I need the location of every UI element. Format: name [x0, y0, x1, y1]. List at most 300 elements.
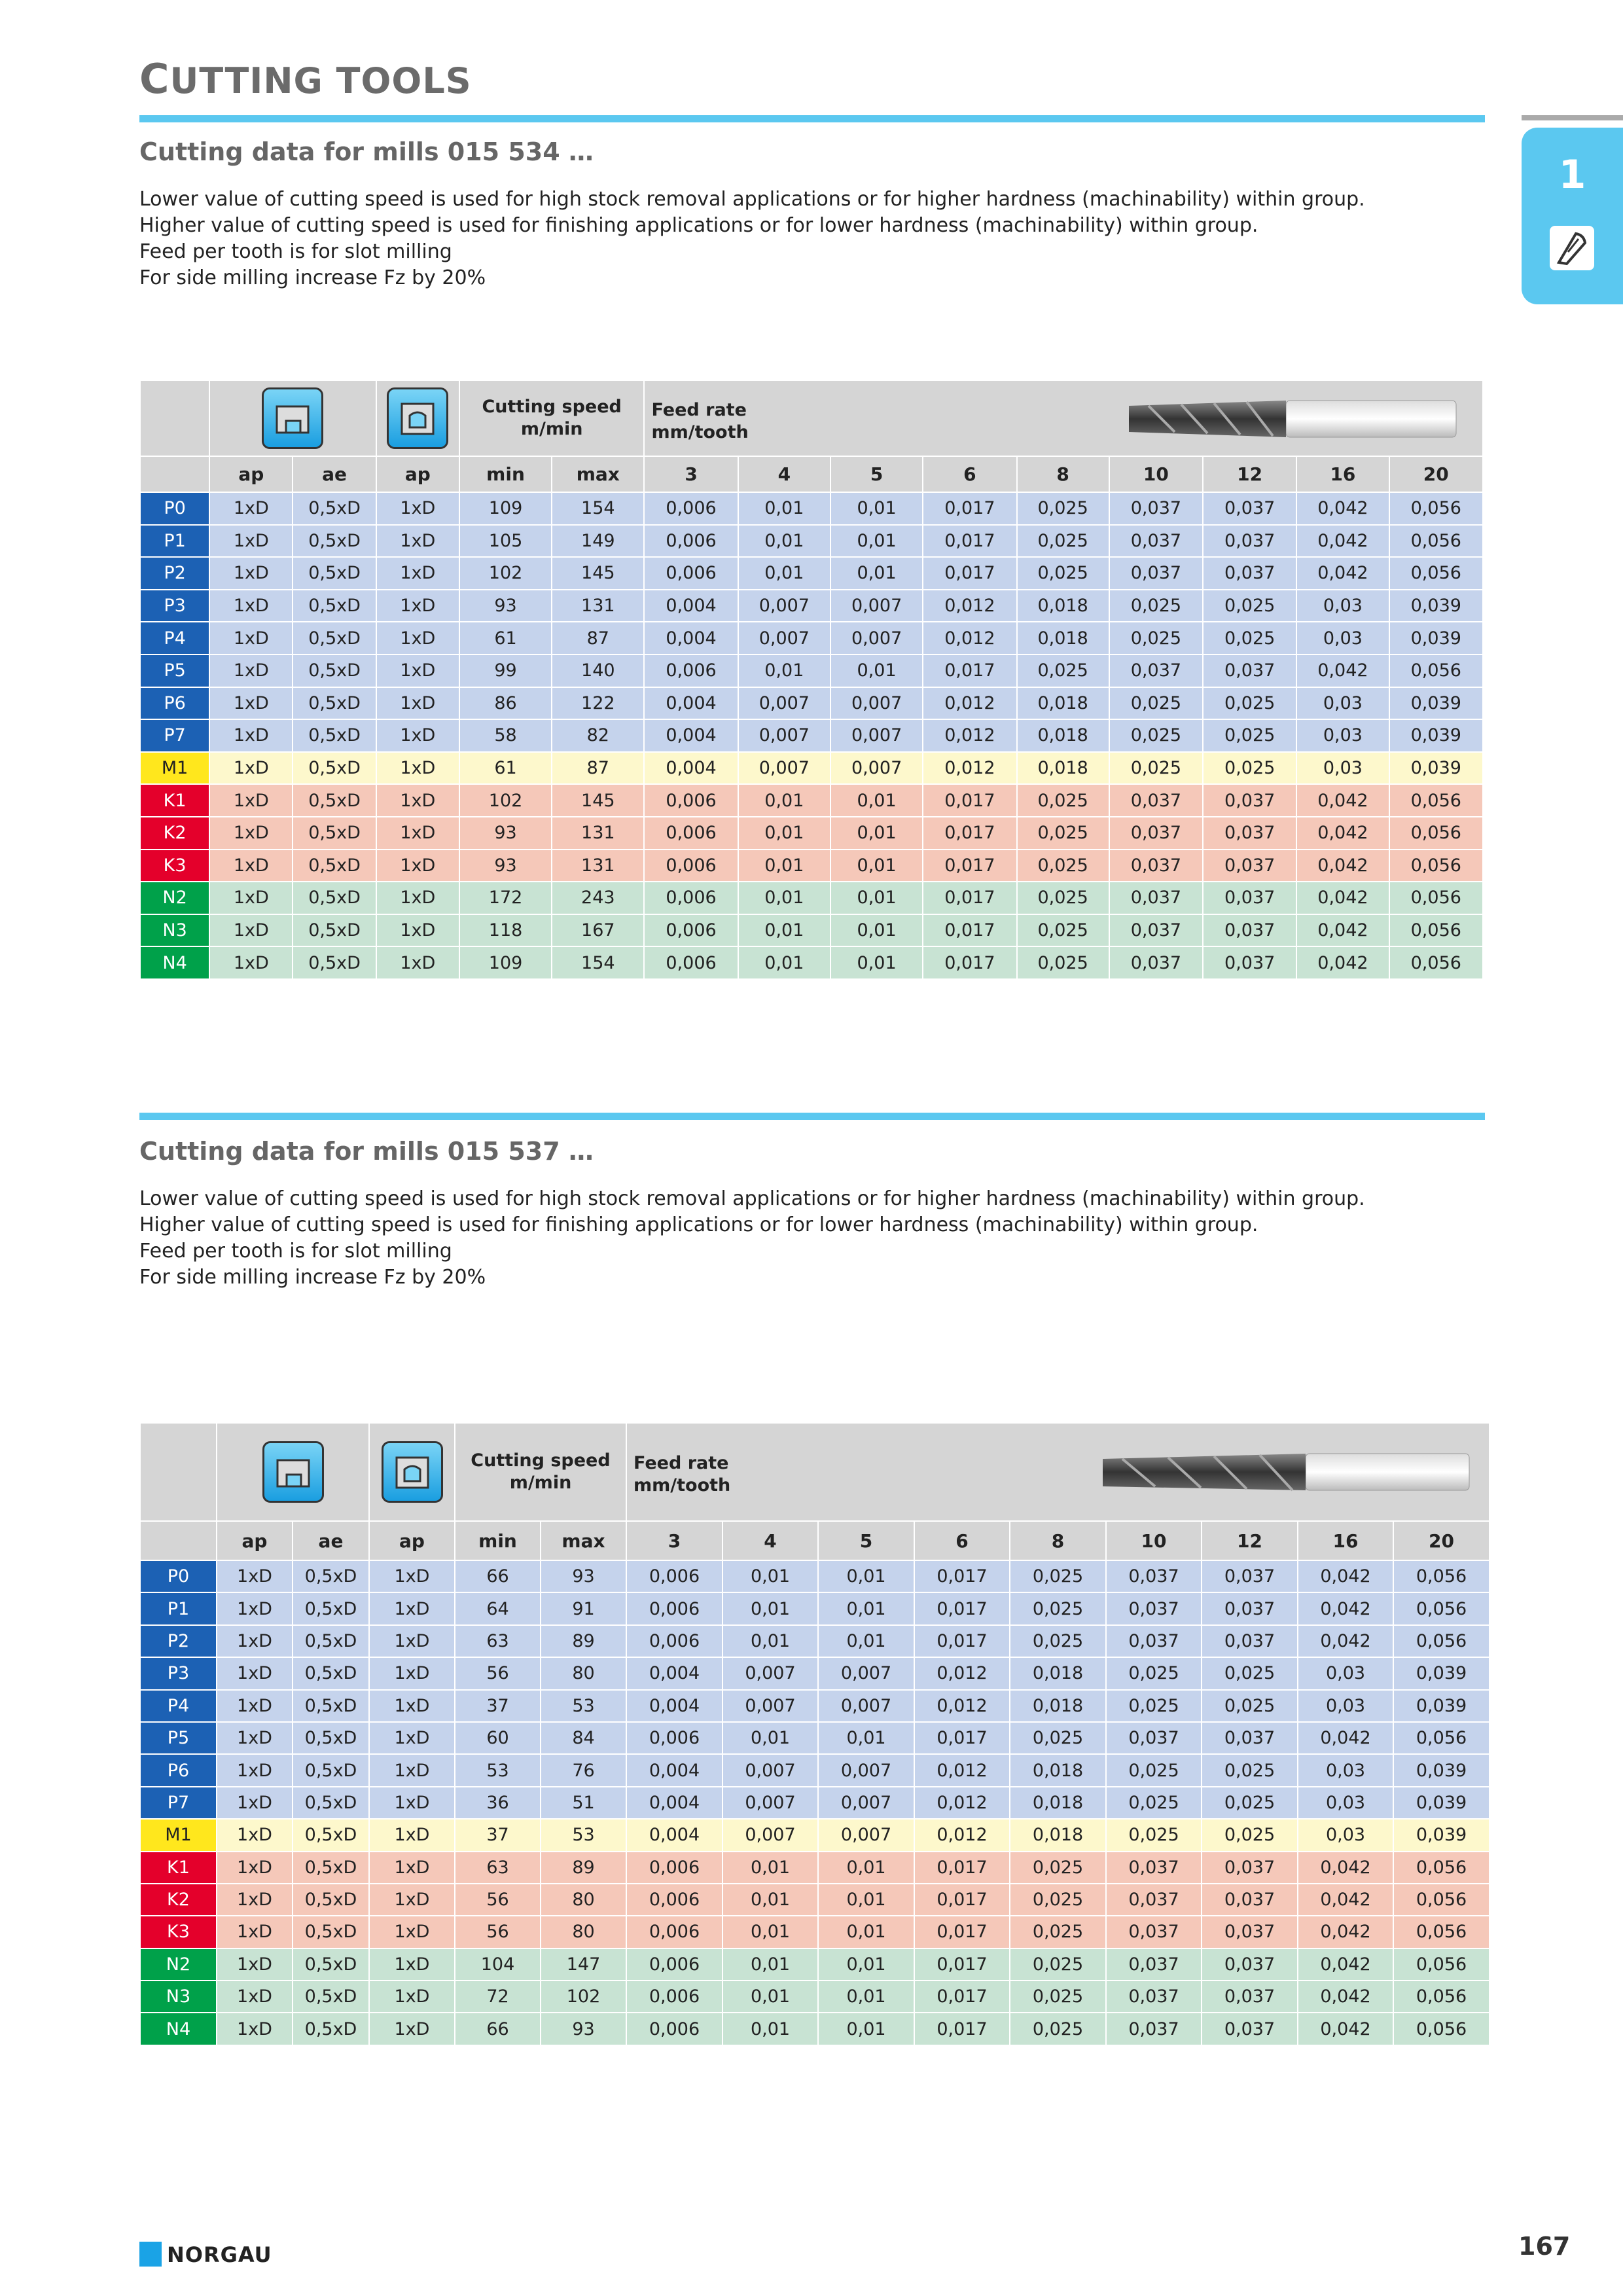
material-group-label: M1: [140, 752, 209, 785]
table-cell: 0,01: [818, 1948, 914, 1981]
slot-milling-icon-cell: [217, 1423, 369, 1521]
table-row: [140, 492, 1483, 525]
table-cell: 0,006: [626, 1592, 722, 1624]
table-cell: 0,01: [818, 1722, 914, 1754]
table-row: [140, 1852, 1489, 1884]
table-cell: 1xD: [209, 719, 293, 752]
table-cell: 0,018: [1010, 1657, 1106, 1689]
material-group-label: P7: [140, 719, 209, 752]
table-cell: 0,004: [626, 1754, 722, 1786]
table-cell: 0,056: [1393, 1916, 1489, 1948]
table-cell: 1xD: [369, 1722, 455, 1754]
feed-rate-label: Feed rate mm/tooth: [633, 1453, 731, 1496]
table-cell: 0,042: [1298, 1592, 1393, 1624]
table-cell: 0,037: [1106, 2013, 1202, 2045]
table-cell: 0,025: [1010, 1884, 1106, 1916]
table-cell: 0,037: [1109, 492, 1203, 525]
table-cell: 0,017: [914, 1884, 1010, 1916]
table-cell: 0,01: [738, 946, 830, 979]
table-cell: 0,037: [1109, 817, 1203, 850]
table-cell: 0,007: [722, 1754, 818, 1786]
chapter-number: 1: [1558, 152, 1586, 198]
table-cell: 1xD: [217, 2013, 293, 2045]
table-row: [140, 784, 1483, 817]
table-cell: 0,007: [722, 1657, 818, 1689]
table-cell: 0,025: [1203, 622, 1296, 655]
table-cell: 87: [552, 752, 644, 785]
table-cell: 0,006: [626, 1916, 722, 1948]
table-cell: 0,5xD: [293, 655, 376, 687]
column-header: max: [541, 1521, 626, 1560]
table-cell: 93: [541, 2013, 626, 2045]
table-cell: 1xD: [217, 1852, 293, 1884]
table-cell: 0,037: [1203, 492, 1296, 525]
table-cell: 0,5xD: [293, 1592, 369, 1624]
table-cell: 0,5xD: [293, 557, 376, 590]
table-cell: 0,01: [818, 1560, 914, 1592]
table-cell: 0,01: [830, 882, 923, 914]
table-cell: 1xD: [209, 687, 293, 720]
section-2-title: Cutting data for mills 015 537 …: [139, 1137, 594, 1166]
material-group-label: K1: [140, 1852, 217, 1884]
table-cell: 1xD: [217, 1592, 293, 1624]
table-cell: 0,01: [818, 1852, 914, 1884]
table-row: [140, 1592, 1489, 1624]
table-row: [140, 752, 1483, 785]
material-group-label: P3: [140, 1657, 217, 1689]
column-header: min: [459, 456, 552, 492]
table-cell: 0,01: [738, 525, 830, 558]
table-cell: 0,018: [1010, 1754, 1106, 1786]
table-cell: 0,006: [626, 1948, 722, 1981]
table-cell: 63: [455, 1852, 541, 1884]
table-row: [140, 557, 1483, 590]
table-cell: 0,01: [738, 914, 830, 947]
page-title: CUTTING TOOLS: [139, 55, 472, 103]
cutting-speed-header: Cutting speed m/min: [459, 380, 645, 456]
chapter-tab-line: [1522, 115, 1623, 120]
table-cell: 0,01: [830, 946, 923, 979]
table-cell: 0,004: [644, 687, 738, 720]
table-row: [140, 882, 1483, 914]
table-cell: 0,025: [1106, 1657, 1202, 1689]
table-cell: 0,017: [914, 1916, 1010, 1948]
table-cell: 86: [459, 687, 552, 720]
table-cell: 0,017: [914, 1625, 1010, 1657]
table-cell: 0,03: [1298, 1787, 1393, 1819]
table-row: [140, 1657, 1489, 1689]
table-cell: 0,056: [1389, 492, 1483, 525]
table-cell: 0,006: [626, 1884, 722, 1916]
table-cell: 0,042: [1298, 1560, 1393, 1592]
table-cell: 0,037: [1109, 850, 1203, 882]
table-cell: 0,042: [1298, 2013, 1393, 2045]
table-cell: 0,056: [1393, 1560, 1489, 1592]
table-cell: 0,025: [1106, 1690, 1202, 1722]
table-row: [140, 719, 1483, 752]
table-cell: 0,5xD: [293, 1754, 369, 1786]
table-cell: 1xD: [209, 590, 293, 622]
table-cell: 0,004: [626, 1819, 722, 1851]
table-cell: 0,006: [644, 850, 738, 882]
column-header: 5: [830, 456, 923, 492]
table-cell: 0,025: [1010, 1722, 1106, 1754]
material-group-label: K1: [140, 784, 209, 817]
table-cell: 1xD: [376, 914, 459, 947]
table-cell: 0,01: [722, 1560, 818, 1592]
table-cell: 0,012: [923, 752, 1016, 785]
table-cell: 0,01: [722, 1916, 818, 1948]
section-1-title: Cutting data for mills 015 534 …: [139, 137, 594, 166]
table-cell: 0,018: [1017, 752, 1109, 785]
table-cell: 0,056: [1389, 850, 1483, 882]
table-cell: 1xD: [376, 946, 459, 979]
table-cell: 56: [455, 1884, 541, 1916]
table-cell: 0,5xD: [293, 687, 376, 720]
table-cell: 0,006: [644, 914, 738, 947]
table-cell: 0,025: [1010, 1852, 1106, 1884]
table-cell: 37: [455, 1819, 541, 1851]
table-cell: 0,025: [1017, 492, 1109, 525]
table-cell: 80: [541, 1916, 626, 1948]
table-cell: 0,5xD: [293, 817, 376, 850]
table-cell: 0,025: [1202, 1754, 1298, 1786]
table-cell: 0,056: [1389, 946, 1483, 979]
table-cell: 0,025: [1017, 655, 1109, 687]
material-group-label: P5: [140, 1722, 217, 1754]
table-cell: 0,012: [914, 1754, 1010, 1786]
table-cell: 1xD: [376, 557, 459, 590]
table-cell: 0,017: [923, 914, 1016, 947]
material-group-label: P6: [140, 687, 209, 720]
table-cell: 0,056: [1393, 1981, 1489, 2013]
table-cell: 0,5xD: [293, 1722, 369, 1754]
side-milling-icon-cell: [369, 1423, 455, 1521]
column-header: 16: [1298, 1521, 1393, 1560]
table-cell: 1xD: [369, 1981, 455, 2013]
table-row: [140, 850, 1483, 882]
table-cell: 0,025: [1203, 687, 1296, 720]
table-cell: 1xD: [217, 1625, 293, 1657]
table-cell: 1xD: [209, 752, 293, 785]
table-cell: 0,01: [818, 1916, 914, 1948]
table-cell: 58: [459, 719, 552, 752]
table-cell: 0,025: [1010, 1592, 1106, 1624]
table-cell: 0,01: [830, 557, 923, 590]
table-cell: 0,017: [923, 946, 1016, 979]
table-cell: 87: [552, 622, 644, 655]
table-cell: 53: [455, 1754, 541, 1786]
table-cell: 0,056: [1389, 914, 1483, 947]
column-header: 20: [1393, 1521, 1489, 1560]
table-cell: 1xD: [376, 525, 459, 558]
column-header: 8: [1010, 1521, 1106, 1560]
table-cell: 0,025: [1202, 1787, 1298, 1819]
table-cell: 0,056: [1393, 1852, 1489, 1884]
table-row: [140, 687, 1483, 720]
table-cell: 0,056: [1393, 1722, 1489, 1754]
table-cell: 1xD: [376, 850, 459, 882]
end-mill-image: [1122, 393, 1463, 445]
table-cell: 89: [541, 1852, 626, 1884]
table-cell: 0,01: [738, 557, 830, 590]
table-cell: 0,01: [738, 817, 830, 850]
column-header: 3: [626, 1521, 722, 1560]
table-cell: 0,012: [923, 687, 1016, 720]
material-group-label: K3: [140, 850, 209, 882]
table-cell: 0,017: [923, 850, 1016, 882]
slot-milling-icon-cell: [209, 380, 376, 456]
table-cell: 0,004: [626, 1657, 722, 1689]
table-cell: 1xD: [217, 1754, 293, 1786]
table-cell: 1xD: [369, 1819, 455, 1851]
table-cell: 0,01: [722, 1592, 818, 1624]
table-cell: 0,025: [1106, 1754, 1202, 1786]
table-cell: 53: [541, 1690, 626, 1722]
column-header-blank: [140, 456, 209, 492]
material-group-label: N2: [140, 1948, 217, 1981]
table-cell: 1xD: [217, 1948, 293, 1981]
table-cell: 0,017: [914, 1560, 1010, 1592]
table-cell: 0,03: [1296, 622, 1389, 655]
table-cell: 1xD: [376, 817, 459, 850]
table-cell: 66: [455, 2013, 541, 2045]
column-header: max: [552, 456, 644, 492]
table-cell: 1xD: [217, 1981, 293, 2013]
table-cell: 0,012: [923, 622, 1016, 655]
table-cell: 0,03: [1298, 1657, 1393, 1689]
table-cell: 0,007: [830, 622, 923, 655]
table-cell: 0,042: [1296, 817, 1389, 850]
table-row: [140, 914, 1483, 947]
table-cell: 0,01: [722, 1722, 818, 1754]
table-row: [140, 946, 1483, 979]
column-header: min: [455, 1521, 541, 1560]
table-cell: 0,037: [1106, 1625, 1202, 1657]
column-header: ap: [376, 456, 459, 492]
table-cell: 0,004: [644, 622, 738, 655]
table-cell: 0,037: [1202, 1852, 1298, 1884]
table-cell: 1xD: [209, 525, 293, 558]
table-cell: 0,006: [626, 1981, 722, 2013]
table-cell: 0,018: [1010, 1690, 1106, 1722]
table-cell: 0,01: [722, 1884, 818, 1916]
table-cell: 1xD: [369, 1690, 455, 1722]
table-cell: 0,01: [818, 2013, 914, 2045]
table-cell: 0,5xD: [293, 1787, 369, 1819]
table-cell: 0,025: [1017, 525, 1109, 558]
table-cell: 0,056: [1389, 784, 1483, 817]
table-cell: 1xD: [209, 784, 293, 817]
table-cell: 0,025: [1010, 1948, 1106, 1981]
table-cell: 0,039: [1393, 1787, 1489, 1819]
table-cell: 0,037: [1203, 850, 1296, 882]
table-cell: 102: [459, 557, 552, 590]
table-cell: 0,037: [1106, 1916, 1202, 1948]
material-group-label: P2: [140, 1625, 217, 1657]
table-cell: 140: [552, 655, 644, 687]
table-cell: 0,03: [1296, 719, 1389, 752]
table-cell: 147: [541, 1948, 626, 1981]
table-cell: 1xD: [369, 1625, 455, 1657]
table-cell: 0,017: [923, 882, 1016, 914]
column-header: ap: [217, 1521, 293, 1560]
table-cell: 0,056: [1389, 882, 1483, 914]
column-header: ae: [293, 456, 376, 492]
table-cell: 0,037: [1109, 525, 1203, 558]
column-header: 10: [1106, 1521, 1202, 1560]
table-cell: 0,01: [722, 1948, 818, 1981]
table-cell: 0,037: [1203, 946, 1296, 979]
material-group-label: N4: [140, 946, 209, 979]
table-cell: 1xD: [217, 1884, 293, 1916]
table-cell: 0,037: [1203, 557, 1296, 590]
material-group-label: P7: [140, 1787, 217, 1819]
table-cell: 0,018: [1017, 687, 1109, 720]
cutting-data-table-015-534: [139, 380, 1484, 980]
table-cell: 0,025: [1017, 850, 1109, 882]
table-cell: 0,025: [1017, 914, 1109, 947]
feed-rate-header: [626, 1423, 1489, 1521]
table-row: [140, 655, 1483, 687]
table-cell: 0,042: [1296, 850, 1389, 882]
table-row: [140, 817, 1483, 850]
table-cell: 1xD: [209, 850, 293, 882]
table-cell: 1xD: [217, 1916, 293, 1948]
table-cell: 0,007: [738, 622, 830, 655]
table-cell: 0,007: [830, 590, 923, 622]
table-cell: 0,006: [644, 784, 738, 817]
table-cell: 0,037: [1106, 1852, 1202, 1884]
table-cell: 0,006: [626, 1625, 722, 1657]
table-cell: 0,5xD: [293, 1884, 369, 1916]
table-cell: 0,01: [722, 1852, 818, 1884]
table-cell: 0,017: [923, 492, 1016, 525]
table-cell: 0,056: [1393, 1948, 1489, 1981]
column-header: 3: [644, 456, 738, 492]
note-line: Higher value of cutting speed is used for finishing applications or for lower hardness (machinability) within group.: [139, 214, 1258, 237]
material-group-label: P0: [140, 492, 209, 525]
table-cell: 0,037: [1109, 784, 1203, 817]
table-cell: 0,025: [1202, 1657, 1298, 1689]
table-cell: 1xD: [369, 1787, 455, 1819]
table-cell: 0,5xD: [293, 784, 376, 817]
table-cell: 0,025: [1109, 687, 1203, 720]
column-header: ap: [209, 456, 293, 492]
table-cell: 80: [541, 1884, 626, 1916]
table-cell: 1xD: [217, 1560, 293, 1592]
table-cell: 0,01: [830, 914, 923, 947]
header-blank: [140, 380, 209, 456]
column-header: 4: [738, 456, 830, 492]
table-cell: 1xD: [376, 719, 459, 752]
table-cell: 0,007: [738, 687, 830, 720]
table-cell: 0,01: [818, 1592, 914, 1624]
table-cell: 0,025: [1203, 590, 1296, 622]
table-cell: 154: [552, 492, 644, 525]
material-group-label: M1: [140, 1819, 217, 1851]
table-cell: 1xD: [369, 1948, 455, 1981]
table-cell: 0,006: [644, 882, 738, 914]
table-cell: 145: [552, 784, 644, 817]
table-cell: 1xD: [376, 655, 459, 687]
table-cell: 0,056: [1393, 1592, 1489, 1624]
table-cell: 0,012: [914, 1657, 1010, 1689]
table-cell: 1xD: [369, 2013, 455, 2045]
table-cell: 0,006: [626, 1722, 722, 1754]
table-cell: 0,017: [914, 1948, 1010, 1981]
table-cell: 1xD: [209, 557, 293, 590]
page-number: 167: [1518, 2232, 1571, 2261]
table-cell: 0,037: [1203, 914, 1296, 947]
table-cell: 0,5xD: [293, 622, 376, 655]
table-cell: 1xD: [217, 1657, 293, 1689]
material-group-label: P4: [140, 622, 209, 655]
table-cell: 0,01: [738, 882, 830, 914]
table-cell: 0,018: [1017, 590, 1109, 622]
table-cell: 122: [552, 687, 644, 720]
table-cell: 1xD: [376, 687, 459, 720]
table-cell: 0,01: [830, 655, 923, 687]
table-cell: 1xD: [376, 622, 459, 655]
table-cell: 0,017: [923, 784, 1016, 817]
cutting-tool-icon: [1550, 226, 1594, 270]
table-cell: 1xD: [369, 1884, 455, 1916]
table-row: [140, 1625, 1489, 1657]
header-rule: [139, 115, 1485, 122]
slot-milling-icon: [262, 1441, 324, 1503]
table-cell: 0,042: [1298, 1948, 1393, 1981]
table-cell: 0,007: [722, 1690, 818, 1722]
table-cell: 0,037: [1202, 1592, 1298, 1624]
table-cell: 91: [541, 1592, 626, 1624]
table-cell: 0,5xD: [293, 719, 376, 752]
table-cell: 0,03: [1298, 1690, 1393, 1722]
table-cell: 145: [552, 557, 644, 590]
table-cell: 0,025: [1017, 817, 1109, 850]
table-cell: 0,037: [1202, 1560, 1298, 1592]
table-cell: 0,018: [1017, 622, 1109, 655]
side-milling-icon: [382, 1441, 443, 1503]
table-cell: 0,006: [644, 817, 738, 850]
table-cell: 93: [459, 850, 552, 882]
table-cell: 0,056: [1389, 655, 1483, 687]
table-cell: 0,042: [1298, 1884, 1393, 1916]
material-group-label: N3: [140, 1981, 217, 2013]
material-group-label: K3: [140, 1916, 217, 1948]
table-cell: 0,025: [1010, 2013, 1106, 2045]
table-cell: 0,039: [1389, 752, 1483, 785]
table-cell: 0,037: [1106, 1560, 1202, 1592]
table-cell: 0,042: [1298, 1722, 1393, 1754]
column-header: 4: [722, 1521, 818, 1560]
table-cell: 0,5xD: [293, 1560, 369, 1592]
material-group-label: P4: [140, 1690, 217, 1722]
table-cell: 51: [541, 1787, 626, 1819]
table-cell: 61: [459, 622, 552, 655]
table-cell: 0,5xD: [293, 914, 376, 947]
table-cell: 1xD: [217, 1819, 293, 1851]
table-cell: 93: [459, 817, 552, 850]
table-cell: 56: [455, 1657, 541, 1689]
table-cell: 0,037: [1109, 882, 1203, 914]
table-cell: 105: [459, 525, 552, 558]
table-cell: 1xD: [217, 1787, 293, 1819]
table-cell: 0,006: [644, 946, 738, 979]
section-2-rule: [139, 1113, 1485, 1120]
table-row: [140, 2013, 1489, 2045]
table-cell: 243: [552, 882, 644, 914]
